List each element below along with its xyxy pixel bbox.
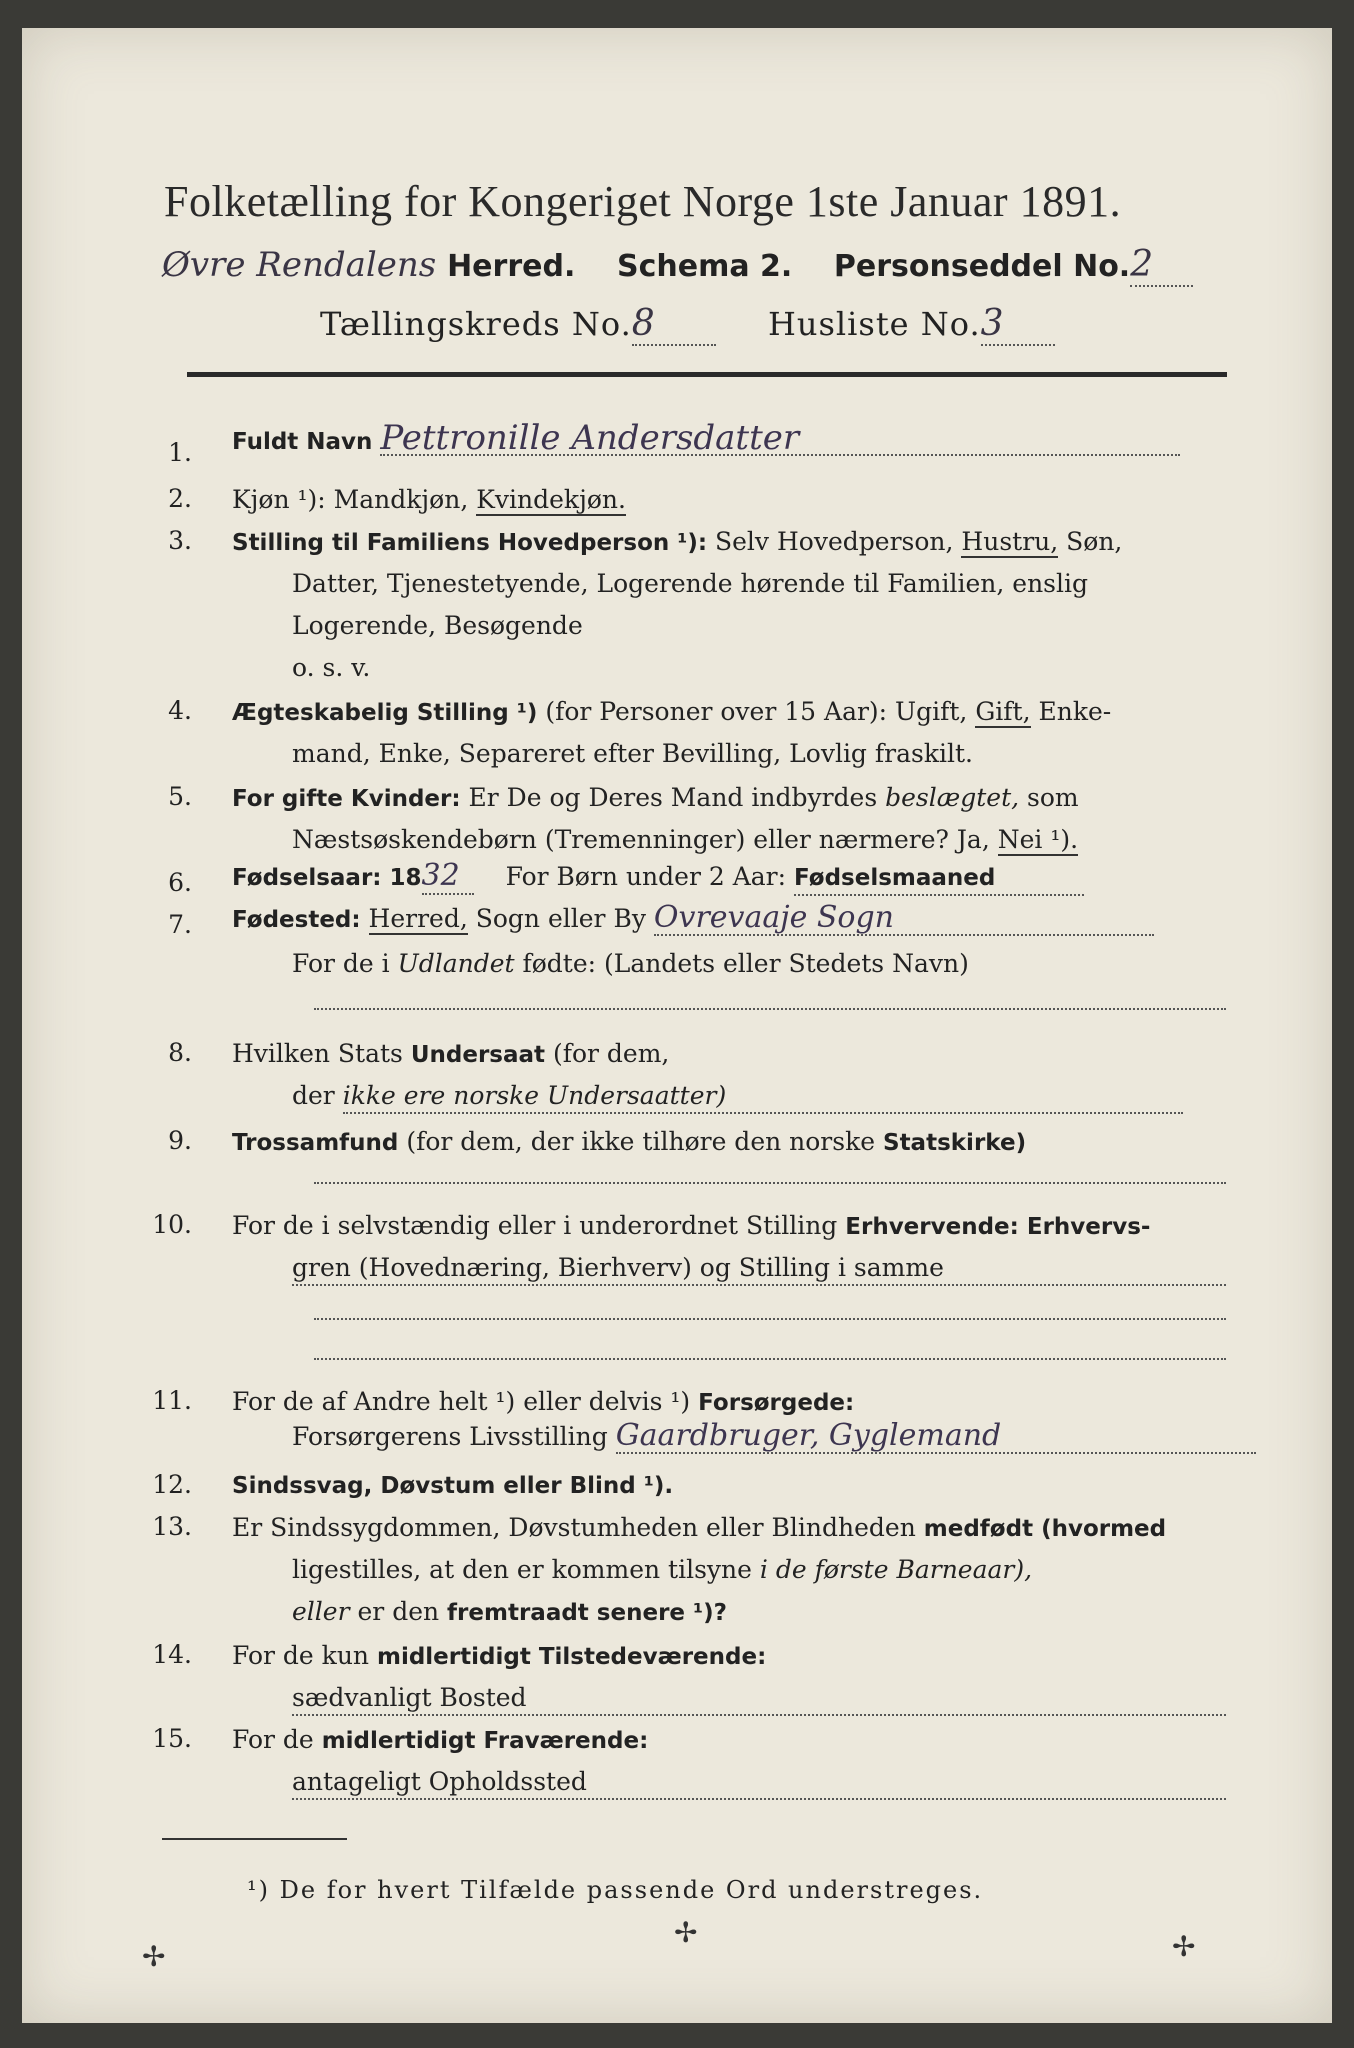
item-9-blank-line xyxy=(314,1182,1226,1184)
item-2 xyxy=(232,484,1227,516)
herred-line xyxy=(162,244,1242,285)
item-14 xyxy=(232,1640,1227,1673)
item-7-blank-line xyxy=(314,1008,1226,1010)
form-title: Folketælling for Kongeriget Norge 1ste Januar 1891. xyxy=(164,177,1122,226)
item-13-text-a: Er Sindssygdommen, Døvstumheden eller Blindheden xyxy=(232,1513,916,1542)
item-1-label: Fuldt Navn xyxy=(232,429,373,455)
item-7-underlined: Herred, xyxy=(368,904,468,933)
registration-mark-right: ✢ xyxy=(1172,1930,1196,1963)
item-12-number: 12. xyxy=(152,1470,192,1499)
item-13-label: medfødt (hvormed xyxy=(923,1516,1167,1542)
item-6-number: 6. xyxy=(168,868,192,897)
item-14-label: midlertidigt Tilstedeværende: xyxy=(376,1644,767,1670)
item-3-text-b: Søn, xyxy=(1066,527,1123,556)
item-5-text-b: som xyxy=(1027,783,1079,812)
item-5-line-2 xyxy=(292,824,1227,856)
item-1-value: Pettronille Andersdatter xyxy=(380,422,1180,456)
item-10-text-a: For de i selvstændig eller i underordnet Stilling xyxy=(232,1211,838,1240)
item-11-text-a: For de af Andre helt ¹) eller delvis ¹) xyxy=(232,1387,691,1416)
item-15 xyxy=(232,1724,1227,1757)
item-7-value: Ovrevaaje Sogn xyxy=(654,902,1154,936)
census-form-sheet xyxy=(22,28,1332,2023)
item-3 xyxy=(232,526,1227,559)
item-11-line-2-text: Forsørgerens Livsstilling xyxy=(292,1422,608,1451)
item-14-number: 14. xyxy=(152,1640,192,1669)
item-8-text-a: Hvilken Stats xyxy=(232,1039,403,1068)
item-9-label: Trossamfund xyxy=(232,1130,399,1156)
personseddel-number: 2 xyxy=(1130,244,1193,287)
item-8-label: Undersaat xyxy=(410,1042,546,1068)
item-13-line-3 xyxy=(292,1596,1227,1629)
schema-label: Schema 2. xyxy=(616,249,793,284)
item-11-line-2 xyxy=(292,1420,1332,1454)
item-5 xyxy=(232,782,1232,815)
item-7-text-a: Sogn eller By xyxy=(475,904,646,933)
item-4-text-a: (for Personer over 15 Aar): Ugift, xyxy=(545,697,968,726)
item-2-number: 2. xyxy=(168,484,192,513)
item-10-line-2: gren (Hovednæring, Bierhverv) og Stilling i samme xyxy=(292,1252,1226,1286)
item-5-text-a: Er De og Deres Mand indbyrdes xyxy=(468,783,878,812)
item-4-label: Ægteskabelig Stilling ¹) xyxy=(232,700,538,726)
item-11 xyxy=(232,1386,1227,1419)
item-3-underlined: Hustru, xyxy=(961,527,1059,556)
item-8-line-2 xyxy=(292,1080,1227,1114)
item-3-line-2: Datter, Tjenestetyende, Logerende hørende til Familien, enslig xyxy=(292,569,1089,598)
item-8-number: 8. xyxy=(168,1038,192,1067)
item-2-underlined: Kvindekjøn. xyxy=(476,485,626,514)
kreds-line xyxy=(320,303,1220,344)
item-9-text-a: (for dem, der ikke tilhøre den norske xyxy=(406,1127,876,1156)
item-10-blank-line-1 xyxy=(314,1318,1226,1320)
item-3-number: 3. xyxy=(168,526,192,555)
item-5-number: 5. xyxy=(168,782,192,811)
item-3-line-3: Logerende, Besøgende xyxy=(292,611,583,640)
registration-mark-center: ✢ xyxy=(674,1916,698,1949)
item-13-line-3-italic: eller xyxy=(292,1597,350,1626)
item-7-line-2-italic: Udlandet xyxy=(397,949,515,978)
item-13-line-2 xyxy=(292,1554,1227,1586)
item-11-value: Gaardbruger, Gyglemand xyxy=(616,1420,1256,1454)
item-1 xyxy=(232,418,1227,458)
item-7-number: 7. xyxy=(168,910,192,939)
item-13-number: 13. xyxy=(152,1512,192,1541)
item-15-label: midlertidigt Fraværende: xyxy=(321,1728,649,1754)
item-3-label: Stilling til Familiens Hovedperson ¹): xyxy=(232,530,708,556)
item-4-line-2: mand, Enke, Separeret efter Bevilling, Lovlig fraskilt. xyxy=(292,739,973,768)
personseddel-label: Personseddel No. xyxy=(833,249,1131,284)
item-6-text-b: For Børn under 2 Aar: xyxy=(505,862,787,891)
item-7-label: Fødested: xyxy=(232,907,361,933)
kreds-label: Tællingskreds No. xyxy=(320,305,632,343)
item-13-line-3-b: fremtraadt senere ¹)? xyxy=(447,1600,727,1626)
item-13 xyxy=(232,1512,1232,1545)
item-9-number: 9. xyxy=(168,1126,192,1155)
item-6-label-2: Fødselsmaaned xyxy=(794,862,1084,896)
item-8-line-2-a: der xyxy=(292,1081,335,1110)
item-6-label: Fødselsaar: 18 xyxy=(232,865,422,891)
husliste-number: 3 xyxy=(981,303,1055,346)
footnote: ¹) De for hvert Tilfælde passende Ord understreges. xyxy=(247,1876,984,1904)
item-4-number: 4. xyxy=(168,696,192,725)
item-2-label: Kjøn ¹): Mandkjøn, xyxy=(232,485,469,514)
registration-mark-left: ✢ xyxy=(142,1940,166,1973)
item-3-text-a: Selv Hovedperson, xyxy=(715,527,954,556)
item-11-label: Forsørgede: xyxy=(698,1390,855,1416)
item-8 xyxy=(232,1038,1227,1071)
herred-label: Herred. xyxy=(447,249,576,284)
item-4 xyxy=(232,696,1232,729)
item-12-label: Sindssvag, Døvstum eller Blind ¹). xyxy=(232,1473,674,1499)
item-13-line-2-italic: i de første Barneaar), xyxy=(759,1555,1033,1584)
item-13-line-3-a: er den xyxy=(357,1597,440,1626)
item-7-line-2 xyxy=(292,948,1227,980)
item-7-line-2-a: For de i xyxy=(292,949,390,978)
item-9 xyxy=(232,1126,1232,1159)
kreds-number: 8 xyxy=(632,303,716,346)
item-14-text-a: For de kun xyxy=(232,1641,370,1670)
item-5-line-2-text: Næstsøskendebørn (Tremenninger) eller nærmere? Ja, xyxy=(292,825,990,854)
item-5-label: For gifte Kvinder: xyxy=(232,786,461,812)
item-4-text-b: Enke- xyxy=(1038,697,1112,726)
item-5-italic: beslægtet, xyxy=(885,783,1020,812)
item-7 xyxy=(232,902,1227,936)
item-3-line-4: o. s. v. xyxy=(292,653,371,682)
husliste-label: Husliste No. xyxy=(767,305,981,343)
item-13-line-2-a: ligestilles, at den er kommen tilsyne xyxy=(292,1555,752,1584)
item-6 xyxy=(232,860,1227,896)
item-7-line-2-b: fødte: (Landets eller Stedets Navn) xyxy=(522,949,969,978)
item-15-text-a: For de xyxy=(232,1725,314,1754)
item-14-line-2: sædvanligt Bosted xyxy=(292,1682,1226,1716)
item-10-number: 10. xyxy=(152,1210,192,1239)
item-1-number: 1. xyxy=(168,438,192,467)
item-15-number: 15. xyxy=(152,1724,192,1753)
header-rule xyxy=(187,372,1227,377)
item-6-value: 32 xyxy=(422,858,474,895)
item-8-line-2-italic: ikke ere norske Undersaatter) xyxy=(343,1080,1183,1114)
item-15-line-2: antageligt Opholdssted xyxy=(292,1766,1226,1800)
item-10-label: Erhvervende: Erhvervs- xyxy=(845,1214,1151,1240)
item-11-number: 11. xyxy=(152,1386,192,1415)
item-4-underlined: Gift, xyxy=(975,697,1031,726)
herred-handwritten: Øvre Rendalens xyxy=(162,245,437,285)
item-8-text-b: (for dem, xyxy=(552,1039,670,1068)
item-10 xyxy=(232,1210,1237,1243)
item-5-underlined: Nei ¹). xyxy=(997,825,1079,854)
footnote-rule xyxy=(162,1838,347,1840)
item-10-blank-line-2 xyxy=(314,1358,1226,1360)
item-9-label-2: Statskirke) xyxy=(883,1130,1027,1156)
